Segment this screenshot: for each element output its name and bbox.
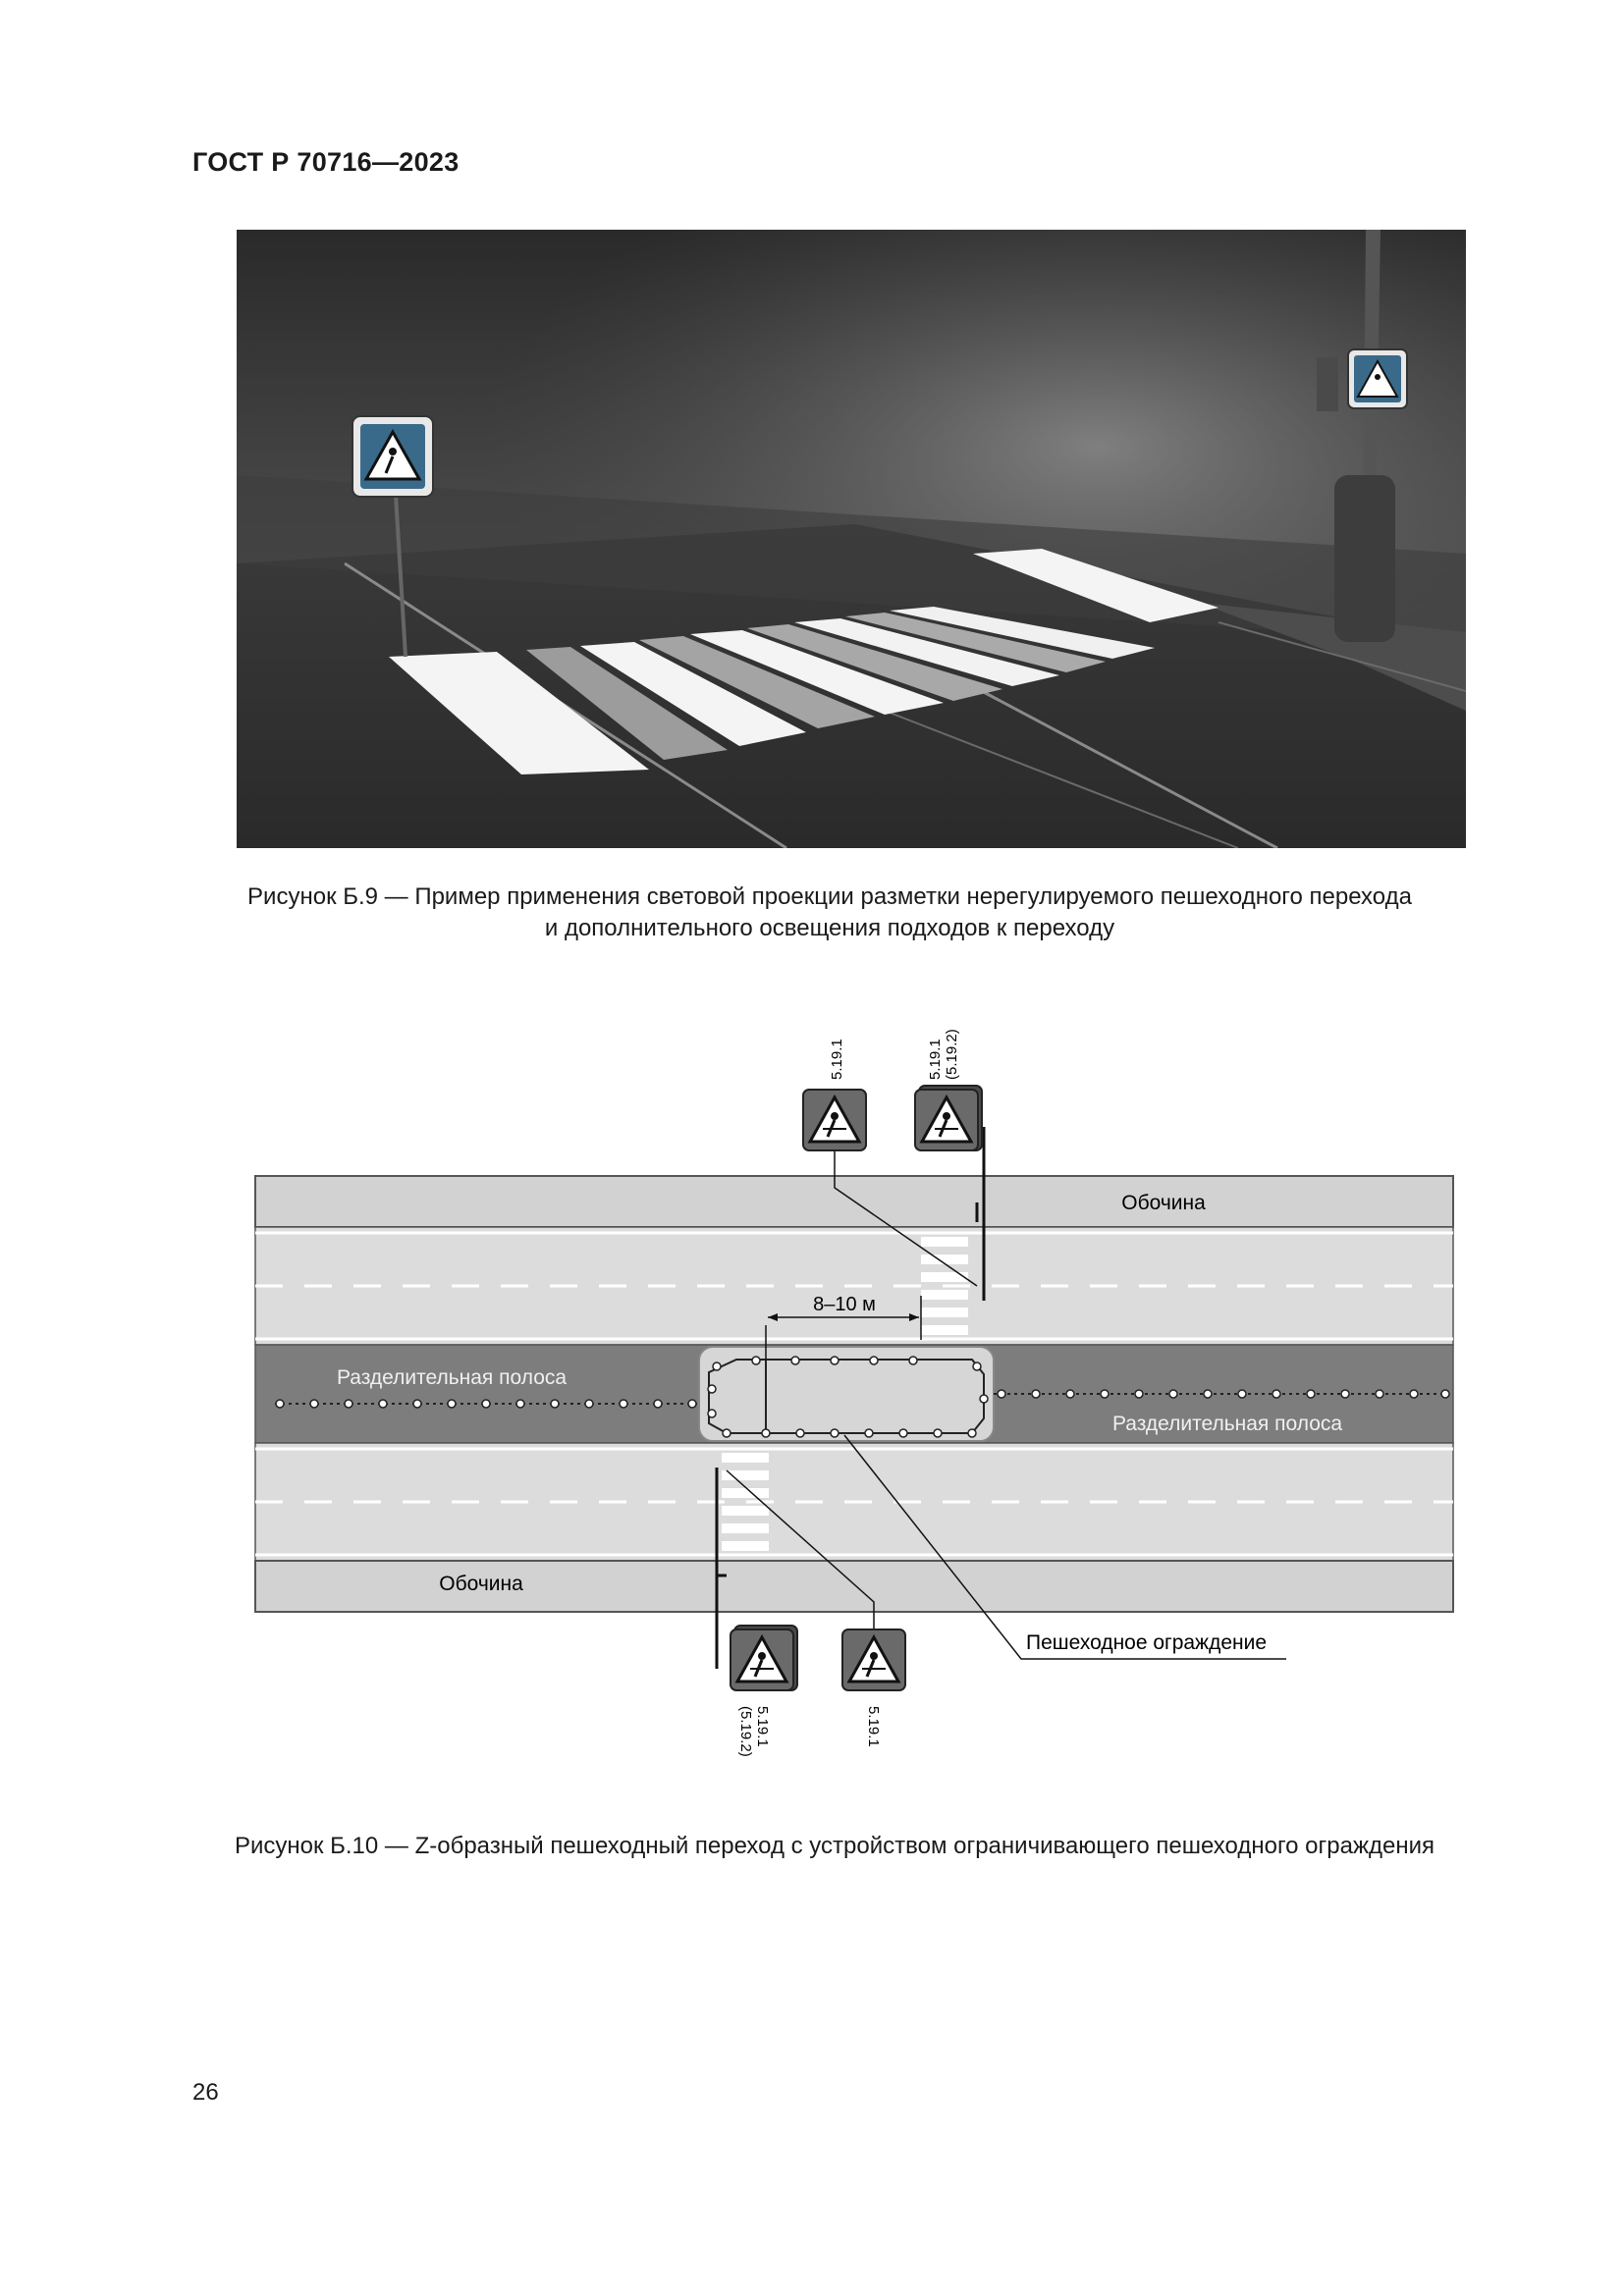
distance-label: 8–10 м bbox=[813, 1294, 876, 1315]
sign-top-left bbox=[803, 1090, 866, 1150]
median-right-label: Разделительная полоса bbox=[1111, 1413, 1343, 1435]
figure-b9-caption-line1: Рисунок Б.9 — Пример применения световой проекции разметки нерегулируемого пешеходного перехода bbox=[247, 883, 1412, 910]
code-top-right-1: 5.19.1 bbox=[927, 1039, 944, 1080]
page-number: 26 bbox=[192, 2079, 219, 2106]
figure-b9-caption bbox=[196, 881, 1463, 944]
code-top-right-2: (5.19.2) bbox=[944, 1029, 960, 1080]
refuge-island bbox=[699, 1347, 994, 1441]
fence-label: Пешеходное ограждение bbox=[1026, 1631, 1268, 1654]
figure-b9-caption-line2: и дополнительного освещения подходов к переходу bbox=[544, 915, 1115, 941]
sign-bottom-right bbox=[842, 1629, 905, 1690]
shoulder-bottom-label: Обочина bbox=[439, 1573, 523, 1595]
sign-top-right bbox=[915, 1086, 982, 1150]
shoulder-top-label: Обочина bbox=[1121, 1192, 1206, 1214]
z-crossing-diagram bbox=[245, 1001, 1463, 1787]
night-crosswalk-photo bbox=[237, 230, 1466, 848]
median-left-label: Разделительная полоса bbox=[336, 1366, 568, 1389]
sign-bottom-left bbox=[731, 1626, 797, 1690]
code-bottom-right: 5.19.1 bbox=[865, 1706, 882, 1747]
figure-b10-caption: Рисунок Б.10 — Z-образный пешеходный переход с устройством ограничивающего пешеходного ограждения bbox=[234, 1833, 1435, 1859]
document-header: ГОСТ Р 70716—2023 bbox=[192, 147, 460, 177]
code-bottom-left-1: 5.19.1 bbox=[754, 1706, 771, 1747]
shoulder-bottom bbox=[255, 1561, 1453, 1612]
code-top-left: 5.19.1 bbox=[829, 1039, 845, 1080]
code-bottom-left-2: (5.19.2) bbox=[737, 1706, 754, 1757]
